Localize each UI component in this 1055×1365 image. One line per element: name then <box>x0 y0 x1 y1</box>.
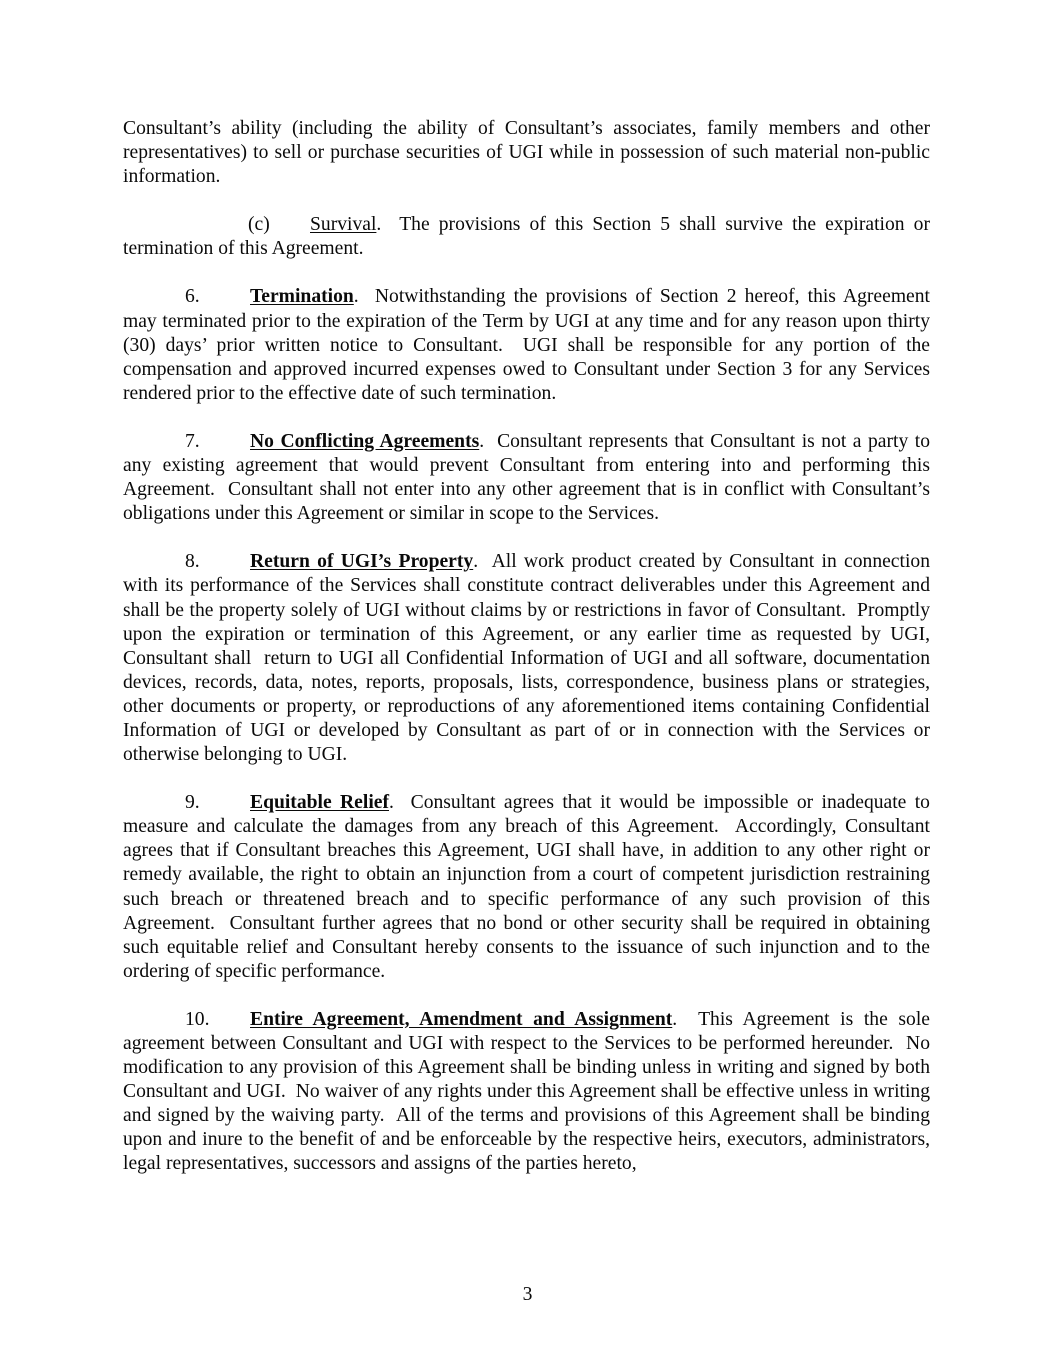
section-heading: Termination <box>250 286 354 308</box>
section-number: 7. <box>185 430 200 452</box>
section-heading: Entire Agreement, Amendment and Assignment <box>250 1008 673 1030</box>
paragraph: 8. Return of UGI’s Property. All work product created by Consultant in connection with its performance of the Services shall constitute contract deliverables under this Agreement and shall be the property solely of UGI without claims by or restrictions in favor of Consultant. Promptly upon the expiration or termination of this Agreement, or any earlier time as requested by UGI, Consultant shall return to UGI all Confidential Information of UGI and all software, documentation devices, records, data, notes, reports, proposals, lists, correspondence, business plans or strategies, other documents or property, or reproductions of any aforementioned items containing Confidential Information of UGI or developed by Consultant as part of or in connection with the Services or otherwise belonging to UGI. <box>123 551 930 766</box>
section-heading: No Conflicting Agreements <box>250 430 480 452</box>
section-heading: Return of UGI’s Property <box>250 551 474 573</box>
section-heading: Survival <box>310 214 377 236</box>
paragraph-label: (c) <box>248 214 270 236</box>
paragraph: 7. No Conflicting Agreements. Consultant represents that Consultant is not a party to any existing agreement that would prevent Consultant from entering into and performing this Agreement. Consultant shall not enter into any other agreement that is in conflict with Consultant’s obligations under this Agreement or similar in scope to the Services. <box>123 430 930 525</box>
document-body <box>123 117 930 1201</box>
section-number: 6. <box>185 286 200 308</box>
paragraph: 10. Entire Agreement, Amendment and Assignment. This Agreement is the sole agreement between Consultant and UGI with respect to the Services to be performed hereunder. No modification to any provision of this Agreement shall be binding unless in writing and signed by both Consultant and UGI. No waiver of any rights under this Agreement shall be effective unless in writing and signed by the waiving party. All of the terms and provisions of this Agreement shall be binding upon and inure to the benefit of and be enforceable by the respective heirs, executors, administrators, legal representatives, successors and assigns of the parties hereto, <box>123 1008 930 1175</box>
paragraph: Consultant’s ability (including the ability of Consultant’s associates, family members and other representatives) to sell or purchase securities of UGI while in possession of such material non-public information. <box>123 118 930 188</box>
section-number: 10. <box>185 1008 210 1030</box>
paragraph: 9. Equitable Relief. Consultant agrees that it would be impossible or inadequate to measure and calculate the damages from any breach of this Agreement. Accordingly, Consultant agrees that if Consultant breaches this Agreement, UGI shall have, in addition to any other right or remedy available, the right to obtain an injunction from a court of competent jurisdiction restraining such breach or threatened breach and to specific performance of any such provision of this Agreement. Consultant further agrees that no bond or other security shall be required in obtaining such equitable relief and Consultant hereby consents to the issuance of such injunction and to the ordering of specific performance. <box>123 792 930 982</box>
section-number: 8. <box>185 551 200 573</box>
section-heading: Equitable Relief <box>250 792 389 814</box>
page-number: 3 <box>522 1284 533 1305</box>
paragraph: (c) Survival. The provisions of this Section 5 shall survive the expiration or termination of this Agreement. <box>123 214 930 260</box>
paragraph: 6. Termination. Notwithstanding the provisions of Section 2 hereof, this Agreement may terminated prior to the expiration of the Term by UGI at any time and for any reason upon thirty (30) days’ prior written notice to Consultant. UGI shall be responsible for any portion of the compensation and approved incurred expenses owed to Consultant under Section 3 for any Services rendered prior to the effective date of such termination. <box>123 286 930 404</box>
section-number: 9. <box>185 792 200 814</box>
